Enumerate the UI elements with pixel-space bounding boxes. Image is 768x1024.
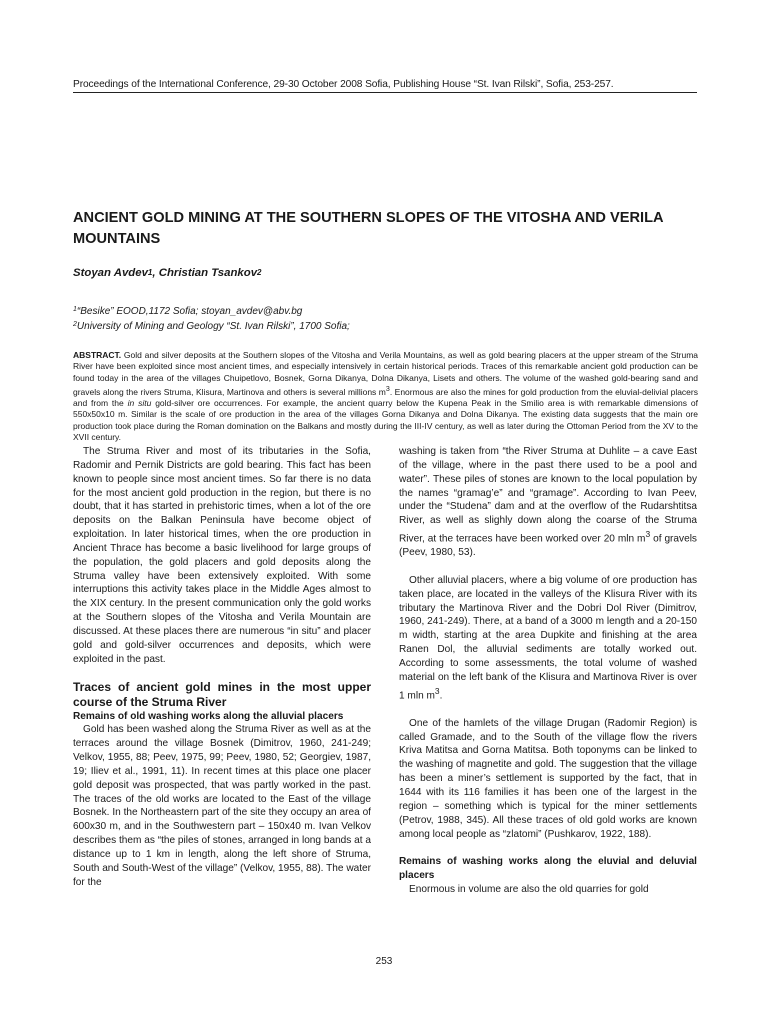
affiliation-1 bbox=[73, 306, 698, 317]
running-header: Proceedings of the International Conference, 29-30 October 2008 Sofia, Publishing House “St. Ivan Rilski”, Sofia, 253-257. bbox=[73, 79, 614, 90]
section-heading: Traces of ancient gold mines in the most upper course of the Struma River bbox=[73, 679, 371, 709]
author-name: Stoyan Avdev bbox=[73, 267, 148, 279]
author-separator: , bbox=[152, 267, 159, 279]
paragraph-text: Other alluvial placers, where a big volume of ore production has taken place, are located in the valleys of the Klisura River with its tributary the Martinova River and the Dobri Dol River (Dimitrov, 1960, 241-249). There, at a band of a 3000 m length and a 20-150 m width, starting at the area Dupkite and finishing at the area Ranen Dol, the alluvial sediments are totally worked out. According to some assessments, the total volume of washed material on the left bank of the Klisura and Martinova River is over 1 mln m bbox=[399, 574, 697, 702]
page-number: 253 bbox=[375, 956, 393, 967]
abstract-label: ABSTRACT. bbox=[73, 350, 122, 360]
subsection-heading: Remains of washing works along the eluvial and deluvial placers bbox=[399, 856, 697, 882]
affiliation-mark: 2 bbox=[73, 321, 77, 328]
body-paragraph bbox=[399, 445, 697, 560]
abstract-text: gold-silver ore occurrences. For example, the ancient quarry below the Kupena Peak in the Smilio area is with remarkable dimensions of 550x50x10 m. Similar is the scale of ore production in the area of the villages Gorna Dikanya and Dolna Dikanya. The existing data suggests that the main ore production took place during the Roman domination on the Balkans and mostly during the III-IV century, as well as later during the Ottoman Period from the XV to the XVII century. bbox=[73, 398, 698, 442]
author-name: Christian Tsankov bbox=[158, 267, 258, 279]
superscript: 3 bbox=[645, 529, 651, 540]
left-column bbox=[73, 445, 371, 889]
subsection-heading: Remains of old washing works along the alluvial placers bbox=[73, 710, 344, 722]
superscript: 3 bbox=[385, 384, 390, 393]
abstract-text: . Enormous are also the mines for gold production from the eluvial-delivial placers and from the bbox=[73, 386, 698, 409]
body-paragraph: One of the hamlets of the village Drugan (Radomir Region) is called Gramade, and to the South of the village flow the rivers Kriva Matitsa and Gorna Matitsa. Both toponyms can be linked to the washing of magnetite and gold. The suggestion that the village has been a miner’s settlement is supported by the fact, that in 1644 with its 116 families it has been one of the largest in the region – something which is typical for the miner settlements (Petrov, 1988, 345). All these traces of old gold works are known among local people as “zlatomi” (Pushkarov, 1922, 188). bbox=[399, 717, 697, 840]
abstract bbox=[73, 350, 698, 443]
paragraph-text: of gravels (Peev, 1980, 53). bbox=[399, 533, 697, 559]
paragraph-text: washing is taken from “the River Struma at Duhlite – a cave East of the village, where in the past there used to be a pool and water”. These piles of stones are known to the local population by the names “gramag’e” and “gramage”. According to Ivan Peev, under the “Studena” dam and at the overflow of the Rudarshtitsa River, as well as slighly down along the coarse of the Struma River, at the terraces have been worked over 20 mln m bbox=[399, 446, 697, 545]
body-paragraph: The Struma River and most of its tributaries in the Sofia, Radomir and Pernik Districts are gold bearing. This fact has been known to people since most ancient times. So far there is no data for the most ancient gold production in the region, but there is no doubt, that it has started in prehistoric times, when a lot of the ore deposits on the Balkan Peninsula have become object of exploitation. In later historical times, when the ore production in Ancient Thrace has become a basic livelihood for large groups of the population, the gold placers and gold deposits along the Struma valley have been extensively exploited. With some interruptions this activity takes place in the Middle Ages almost to the XIX century. In the present communication only the gold works at the Southern slopes of the Vitosha and Verila Mountain are discussed. At these places there are numerous “in situ” and placer gold and gold-silver occurrences and deposits, which were exploited in the past. bbox=[73, 446, 371, 665]
header-rule bbox=[73, 92, 697, 93]
abstract-italic: in situ bbox=[127, 398, 152, 409]
affiliation-2 bbox=[73, 321, 698, 332]
affiliation-text: “Besike” EOOD,1172 Sofia; stoyan_avdev@abv.bg bbox=[76, 306, 303, 317]
author-affiliation-mark: 1 bbox=[147, 268, 153, 277]
right-column bbox=[399, 445, 697, 897]
body-paragraph: Enormous in volume are also the old quarries for gold bbox=[409, 883, 649, 895]
affiliation-mark: 1 bbox=[73, 306, 77, 313]
body-paragraph bbox=[399, 574, 697, 703]
body-paragraph: Gold has been washed along the Struma River as well as at the terraces around the village Bosnek (Dimitrov, 1960, 241-249; Velkov, 1955, 88; Peev, 1975, 99; Peev, 1980, 52; Georgiev, 1987, 19; Iliev et al., 1991, 11). In recent times at this place one placer gold deposit was prospected, that was partly worked in the past. The traces of the old works are located to the East of the village Bosnek. In the Northeastern part of the site they occupy an area of 600x30 m, and in the Southwestern part – 150x40 m. Ivan Velkov describes them as “the piles of stones, arranged in long bands at a distance up to 1 km in length, along the left shore of Struma, South and South-West of the village” (Velkov, 1955, 88). The water for the bbox=[73, 724, 371, 888]
affiliation-text: University of Mining and Geology “St. Ivan Rilski”, 1700 Sofia; bbox=[76, 321, 350, 332]
superscript: 3 bbox=[434, 685, 440, 696]
abstract-text: Gold and silver deposits at the Southern slopes of the Vitosha and Verila Mountains, as well as gold bearing placers at the upper stream of the Struma River have been exploited since most ancient times, and especially intensively in certain historical periods. Traces of this remarkable ancient gold production can be found today in the area of the villages Chuipetlovo, Bosnek, Gorna Dikanya, Dolna Dikanya, Lisets and others. The volume of the washed gold-bearing sand and gravels along the rivers Struma, Klisura, Martinova and others is several millions m bbox=[73, 350, 698, 397]
paragraph-text: . bbox=[439, 690, 443, 702]
author-line bbox=[73, 267, 262, 279]
paper-title: ANCIENT GOLD MINING AT THE SOUTHERN SLOPES OF THE VITOSHA AND VERILA MOUNTAINS bbox=[73, 210, 663, 247]
author-affiliation-mark: 2 bbox=[257, 268, 262, 277]
